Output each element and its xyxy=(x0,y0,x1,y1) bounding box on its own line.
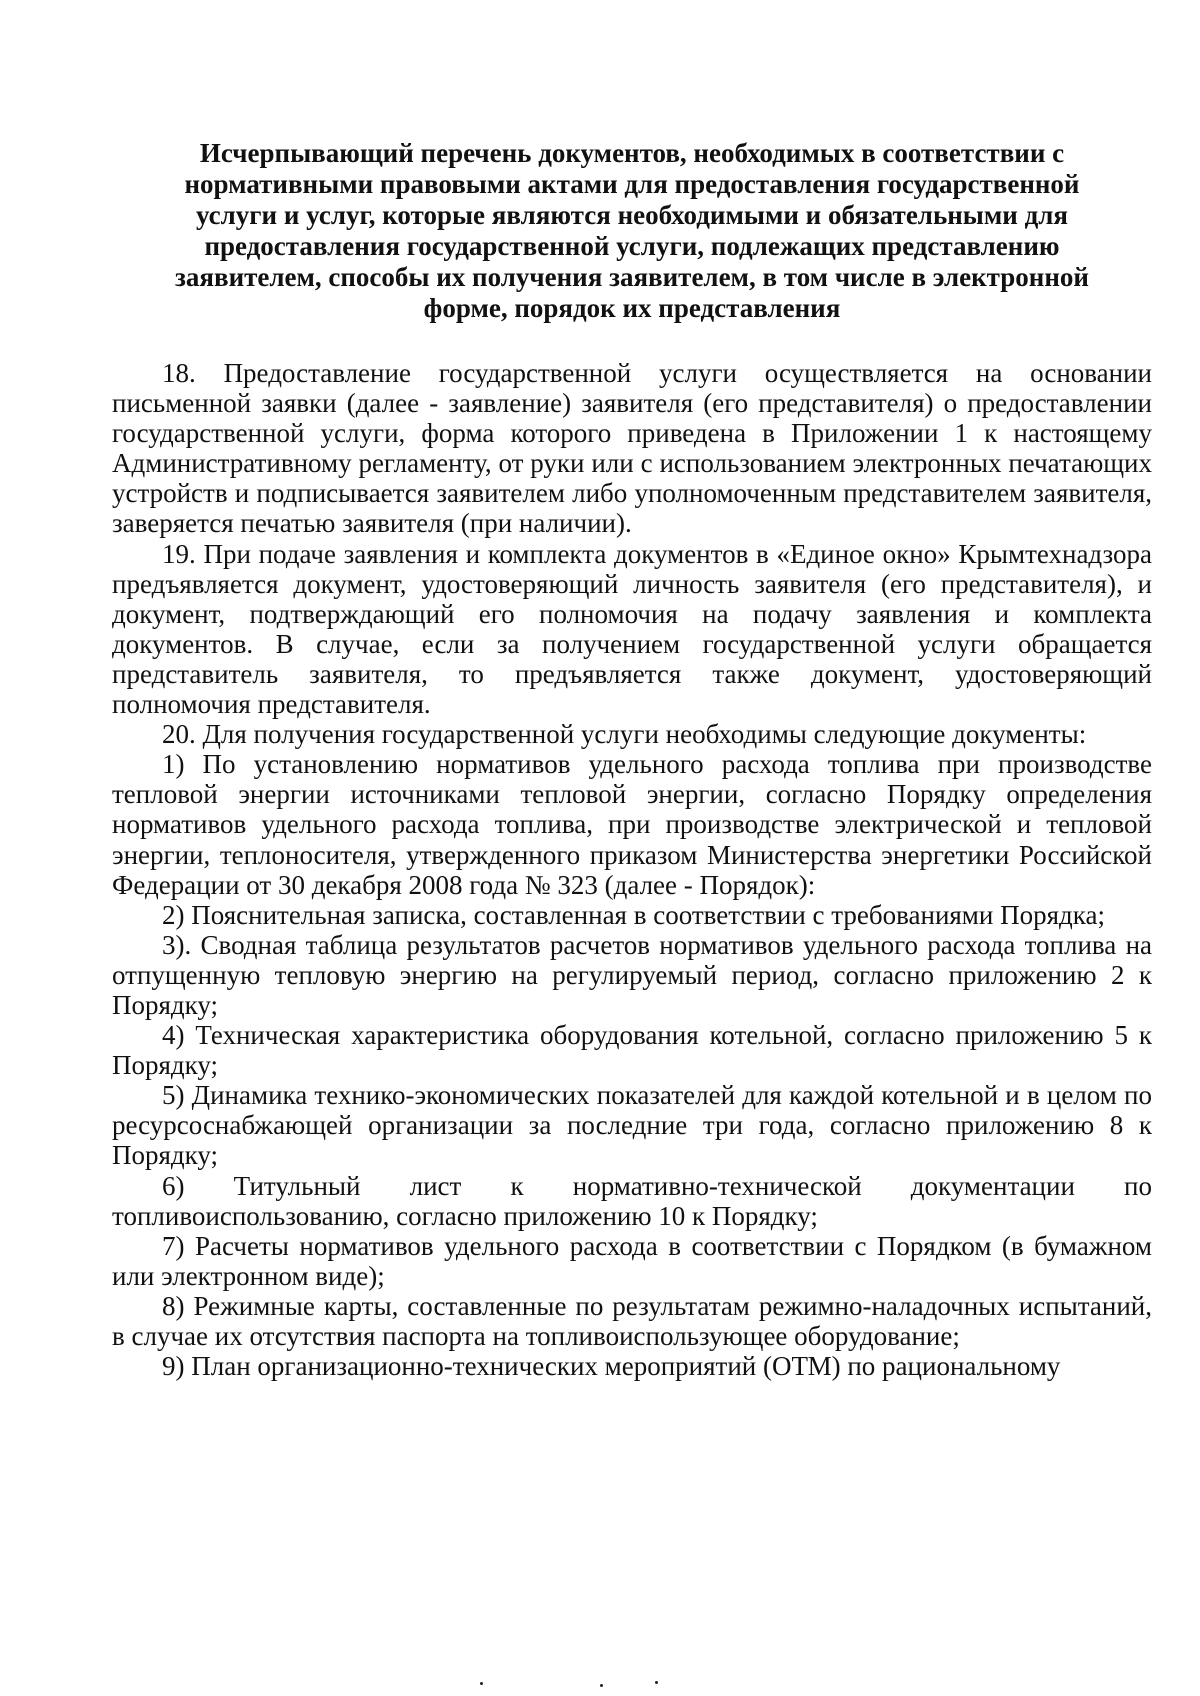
list-item-2: 2) Пояснительная записка, составленная в соответствии с требованиями Порядка; xyxy=(162,899,1105,930)
title-line: заявителем, способы их получения заявителем, в том числе в электронной xyxy=(175,262,1089,292)
title-line: Исчерпывающий перечень документов, необходимых в соответствии с xyxy=(199,138,1065,168)
title-line: нормативными правовыми актами для предоставления государственной xyxy=(184,169,1080,199)
scan-speck xyxy=(480,1682,483,1685)
title-line: услуги и услуг, которые являются необходимыми и обязательными для xyxy=(196,200,1068,230)
list-item-3: 3). Сводная таблица результатов расчетов нормативов удельного расхода топлива на отпущенную тепловую энергию на регулируемый период, согласно приложению 2 к Порядку; xyxy=(112,929,1152,1020)
title-line: форме, порядок их представления xyxy=(423,293,841,323)
list-item-4: 4) Техническая характеристика оборудования котельной, согласно приложению 5 к Порядку; xyxy=(112,1020,1152,1081)
list-item-7: 7) Расчеты нормативов удельного расхода в соответствии с Порядком (в бумажном или электронном виде); xyxy=(112,1230,1152,1291)
paragraph-20: 20. Для получения государственной услуги необходимы следующие документы: xyxy=(162,719,1087,750)
list-item-5: 5) Динамика технико-экономических показателей для каждой котельной и в целом по ресурсоснабжающей организации за последние три года, согласно приложению 8 к Порядку; xyxy=(112,1080,1152,1171)
list-item-6: 6) Титульный лист к нормативно-технической документации по топливоиспользованию, согласно приложению 10 к Порядку; xyxy=(112,1170,1152,1231)
document-page xyxy=(112,138,1152,1381)
list-item-9: 9) План организационно-технических мероприятий (ОТМ) по рациональному xyxy=(162,1351,1061,1382)
paragraph-18: 18. Предоставление государственной услуги осуществляется на основании письменной заявки (далее - заявление) заявителя (его представителя) о предоставлении государственной услуги, форма которого приведена в Приложении 1 к настоящему Административному регламенту, от руки или с использованием электронных печатающих устройств и подписывается заявителем либо уполномоченным представителем заявителя, заверяется печатью заявителя (при наличии). xyxy=(112,358,1152,539)
title-line: предоставления государственной услуги, подлежащих представлению xyxy=(204,231,1060,261)
scan-specks xyxy=(480,1680,700,1690)
list-item-1: 1) По установлению нормативов удельного расхода топлива при производстве тепловой энергии источниками тепловой энергии, согласно Порядку определения нормативов удельного расхода топлива, при производстве электрической и тепловой энергии, теплоносителя, утвержденного приказом Министерства энергетики Российской Федерации от 30 декабря 2008 года № 323 (далее - Порядок): xyxy=(112,749,1152,900)
scan-speck xyxy=(655,1681,658,1684)
scan-speck xyxy=(600,1684,603,1687)
list-item-8: 8) Режимные карты, составленные по результатам режимно-наладочных испытаний, в случае их отсутствия паспорта на топливоиспользующее оборудование; xyxy=(112,1290,1152,1351)
document-body xyxy=(112,358,1152,1381)
paragraph-19: 19. При подаче заявления и комплекта документов в «Единое окно» Крымтехнадзора предъявляется документ, удостоверяющий личность заявителя (его представителя), и документ, подтверждающий его полномочия на подачу заявления и комплекта документов. В случае, если за получением государственной услуги обращается представитель заявителя, то предъявляется также документ, удостоверяющий полномочия представителя. xyxy=(112,538,1152,720)
document-title xyxy=(112,138,1152,324)
